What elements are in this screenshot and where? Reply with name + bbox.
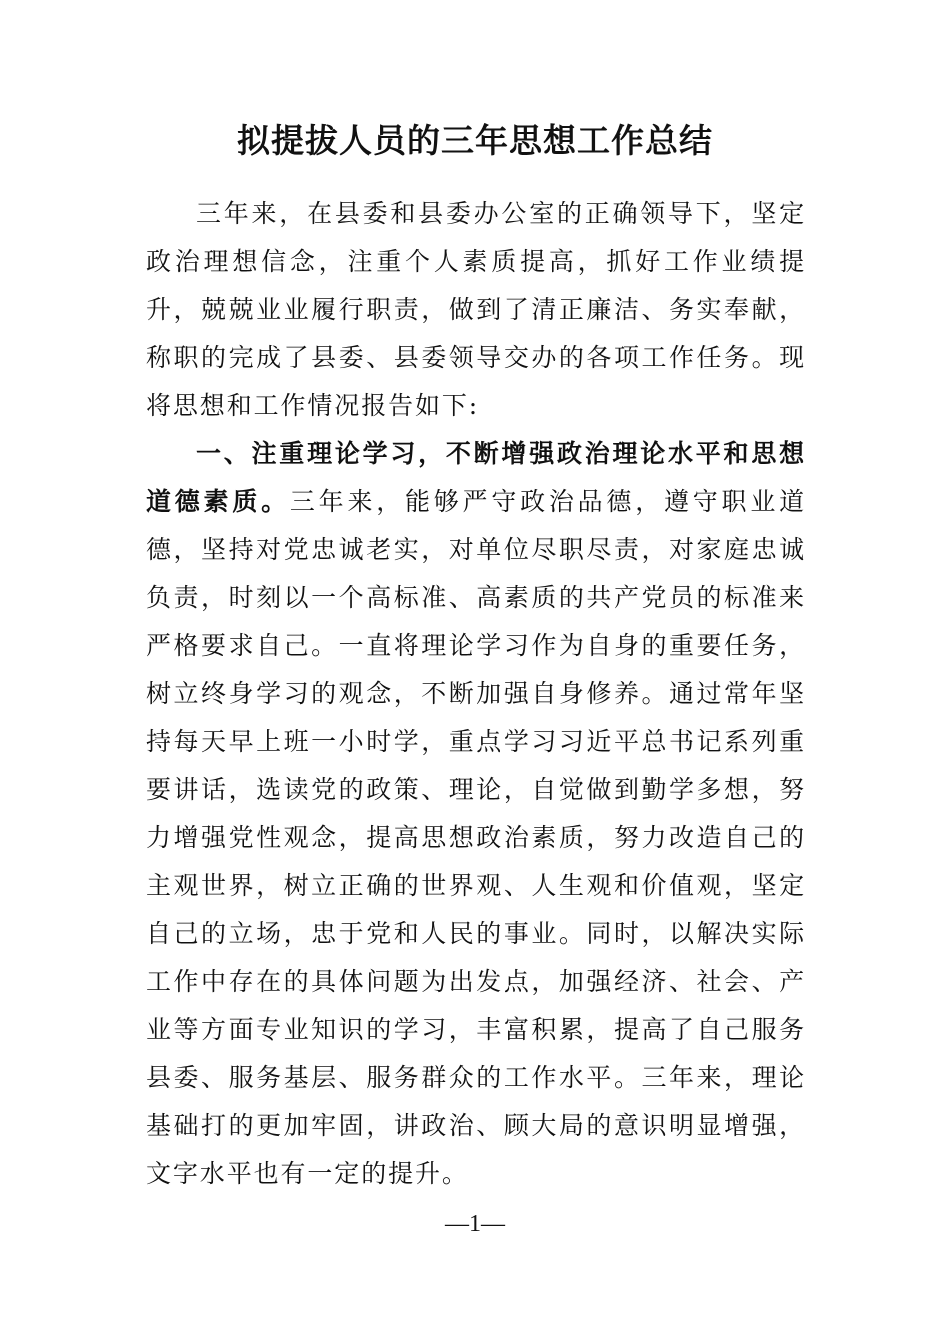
page-number: —1— bbox=[445, 1211, 505, 1237]
document-body bbox=[146, 190, 806, 1198]
intro-paragraph: 三年来，在县委和县委办公室的正确领导下，坚定政治理想信念，注重个人素质提高，抓好工作业绩提升，兢兢业业履行职责，做到了清正廉洁、务实奉献，称职的完成了县委、县委领导交办的各项工作任务。现将思想和工作情况报告如下: bbox=[146, 199, 806, 420]
section-1-paragraph bbox=[146, 430, 806, 1198]
section-1-text: 三年来，能够严守政治品德，遵守职业道德，坚持对党忠诚老实，对单位尽职尽责，对家庭忠诚负责，时刻以一个高标准、高素质的共产党员的标准来严格要求自己。一直将理论学习作为自身的重要任务，树立终身学习的观念，不断加强自身修养。通过常年坚持每天早上班一小时学，重点学习习近平总书记系列重要讲话，选读党的政策、理论，自觉做到勤学多想，努力增强党性观念，提高思想政治素质，努力改造自己的主观世界，树立正确的世界观、人生观和价值观，坚定自己的立场，忠于党和人民的事业。同时，以解决实际工作中存在的具体问题为出发点，加强经济、社会、产业等方面专业知识的学习，丰富积累，提高了自己服务县委、服务基层、服务群众的工作水平。三年来，理论基础打的更加牢固，讲政治、顾大局的意识明显增强，文字水平也有一定的提升。 bbox=[146, 487, 806, 1188]
section-1-heading: 一、注重理论学习，不断增强政治理论水平和思想道德素质。 bbox=[146, 439, 806, 516]
document-title: 拟提拔人员的三年思想工作总结 bbox=[237, 121, 713, 160]
